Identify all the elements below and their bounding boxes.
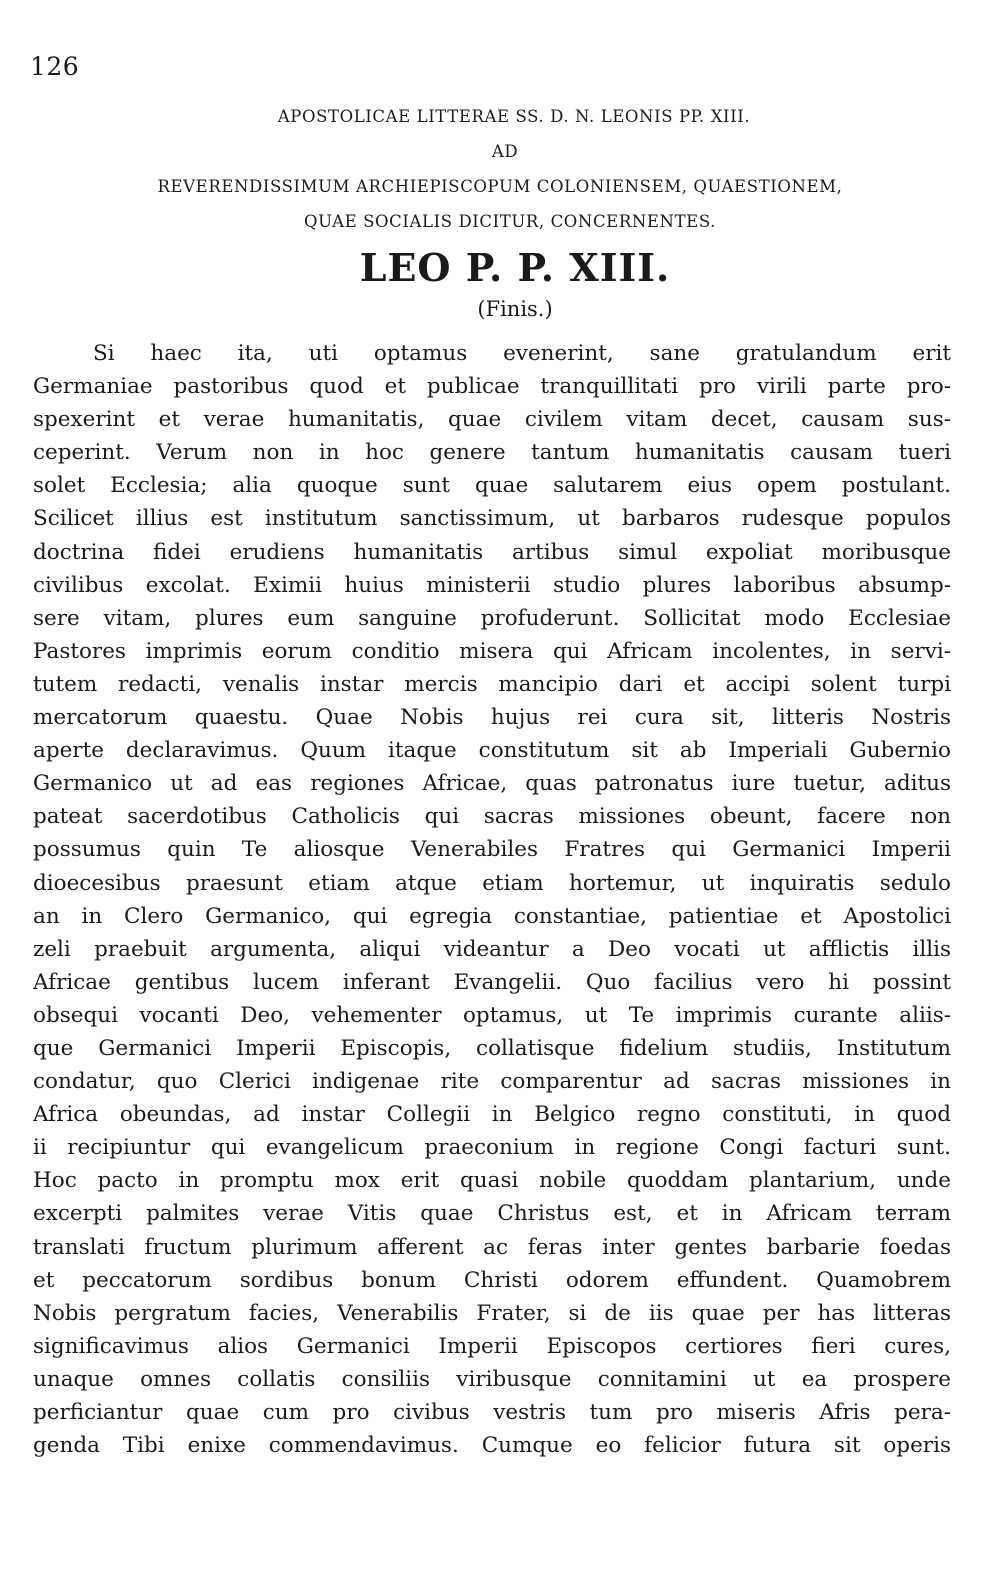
- body-line: pateat sacerdotibus Catholicis qui sacras missiones obeunt, facere non: [33, 804, 951, 830]
- body-line: translati fructum plurimum afferent ac feras inter gentes barbarie foedas: [33, 1234, 951, 1260]
- body-line: tutem redacti, venalis instar mercis mancipio dari et accipi solent turpi: [33, 671, 951, 697]
- body-line: significavimus alios Germanici Imperii Episcopos certiores fieri cures,: [33, 1333, 951, 1359]
- document-title: LEO P. P. XIII.: [359, 245, 671, 290]
- body-line: civilibus excolat. Eximii huius ministerii studio plures laboribus absump-: [33, 572, 951, 598]
- body-line: unaque omnes collatis consiliis viribusque connitamini ut ea prospere: [33, 1366, 951, 1392]
- body-line: et peccatorum sordibus bonum Christi odorem effundent. Quamobrem: [33, 1267, 951, 1293]
- body-line: possumus quin Te aliosque Venerabiles Fratres qui Germanici Imperii: [33, 837, 951, 863]
- body-line: genda Tibi enixe commendavimus. Cumque eo felicior futura sit operis: [33, 1433, 951, 1459]
- body-line: Africa obeundas, ad instar Collegii in Belgico regno constituti, in quod: [33, 1102, 951, 1128]
- body-line: obsequi vocanti Deo, vehementer optamus, ut Te imprimis curante aliis-: [33, 1002, 951, 1028]
- body-line: an in Clero Germanico, qui egregia constantiae, patientiae et Apostolici: [33, 903, 951, 929]
- body-line: zeli praebuit argumenta, aliqui videantur a Deo vocati ut afflictis illis: [33, 936, 951, 962]
- page-number: 126: [30, 52, 80, 81]
- header-line-4: QUAE SOCIALIS DICITUR, CONCERNENTES.: [304, 212, 716, 231]
- header-line-2: AD: [491, 142, 519, 161]
- body-line: que Germanici Imperii Episcopis, collatisque fidelium studiis, Institutum: [33, 1035, 951, 1061]
- body-line: solet Ecclesia; alia quoque sunt quae salutarem eius opem postulant.: [33, 473, 951, 499]
- body-line: excerpti palmites verae Vitis quae Christus est, et in Africam terram: [33, 1201, 951, 1227]
- body-line: Germanico ut ad eas regiones Africae, quas patronatus iure tuetur, aditus: [33, 771, 951, 797]
- body-line: ii recipiuntur qui evangelicum praeconium in regione Congi facturi sunt.: [33, 1135, 951, 1161]
- body-line: sere vitam, plures eum sanguine profuderunt. Sollicitat modo Ecclesiae: [33, 605, 951, 631]
- body-line: dioecesibus praesunt etiam atque etiam hortemur, ut inquiratis sedulo: [33, 870, 951, 896]
- header-line-1: APOSTOLICAE LITTERAE SS. D. N. LEONIS PP. XIII.: [277, 107, 751, 126]
- header-line-3: REVERENDISSIMUM ARCHIEPISCOPUM COLONIENSEM, QUAESTIONEM,: [157, 177, 843, 196]
- body-line: Africae gentibus lucem inferant Evangelii. Quo facilius vero hi possint: [33, 969, 951, 995]
- body-line: spexerint et verae humanitatis, quae civilem vitam decet, causam sus-: [33, 407, 951, 433]
- body-text: [33, 337, 951, 1462]
- body-line: Scilicet illius est institutum sanctissimum, ut barbaros rudesque populos: [33, 506, 951, 532]
- body-line: perficiantur quae cum pro civibus vestris tum pro miseris Afris pera-: [33, 1400, 951, 1425]
- body-line: Hoc pacto in promptu mox erit quasi nobile quoddam plantarium, unde: [33, 1168, 951, 1194]
- body-line: mercatorum quaestu. Quae Nobis hujus rei cura sit, litteris Nostris: [33, 705, 951, 731]
- body-line: Germaniae pastoribus quod et publicae tranquillitati pro virili parte pro-: [33, 374, 951, 400]
- document-subtitle: (Finis.): [477, 297, 553, 321]
- body-line: Si haec ita, uti optamus evenerint, sane gratulandum erit: [93, 341, 951, 366]
- body-line: condatur, quo Clerici indigenae rite comparentur ad sacras missiones in: [33, 1069, 951, 1095]
- body-line: Nobis pergratum facies, Venerabilis Frater, si de iis quae per has litteras: [33, 1300, 951, 1326]
- body-line: Pastores imprimis eorum conditio misera qui Africam incolentes, in servi-: [33, 638, 951, 664]
- body-line: ceperint. Verum non in hoc genere tantum humanitatis causam tueri: [33, 440, 951, 466]
- body-line: doctrina fidei erudiens humanitatis artibus simul expoliat moribusque: [33, 539, 951, 565]
- body-line: aperte declaravimus. Quum itaque constitutum sit ab Imperiali Gubernio: [33, 738, 951, 764]
